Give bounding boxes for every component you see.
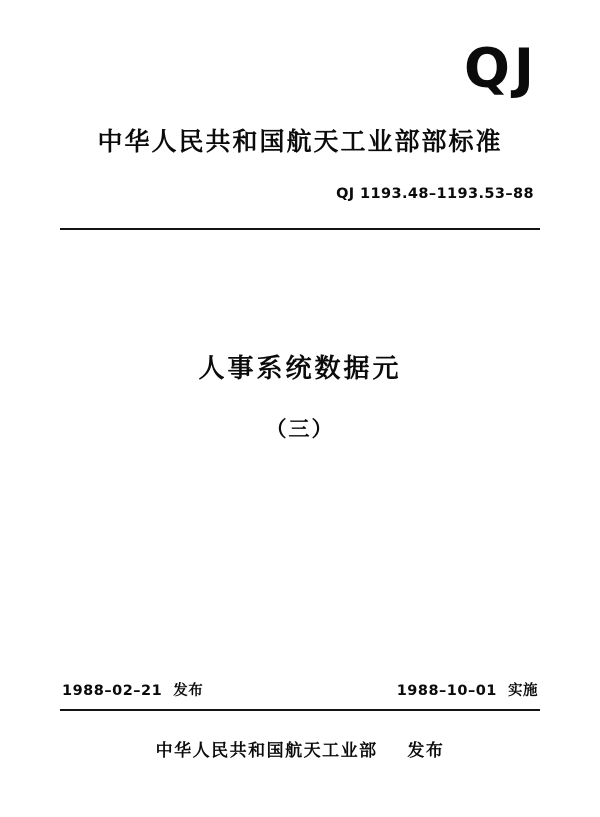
date-row: [62, 679, 538, 700]
qj-logo: QJ: [464, 37, 538, 100]
document-title: 人事系统数据元: [198, 354, 402, 384]
organization-title: 中华人民共和国航天工业部部标准: [97, 127, 503, 156]
standard-number: QJ 1193.48–1193.53–88: [336, 186, 534, 202]
document-subtitle: （三）: [265, 417, 335, 441]
header-divider: [60, 228, 540, 230]
issuing-authority: 中华人民共和国航天工业部 发布: [155, 741, 445, 761]
footer-divider: [60, 709, 540, 711]
issue-date: 1988–02–21 发布: [62, 683, 204, 699]
effective-date: 1988–10–01 实施: [396, 683, 538, 699]
